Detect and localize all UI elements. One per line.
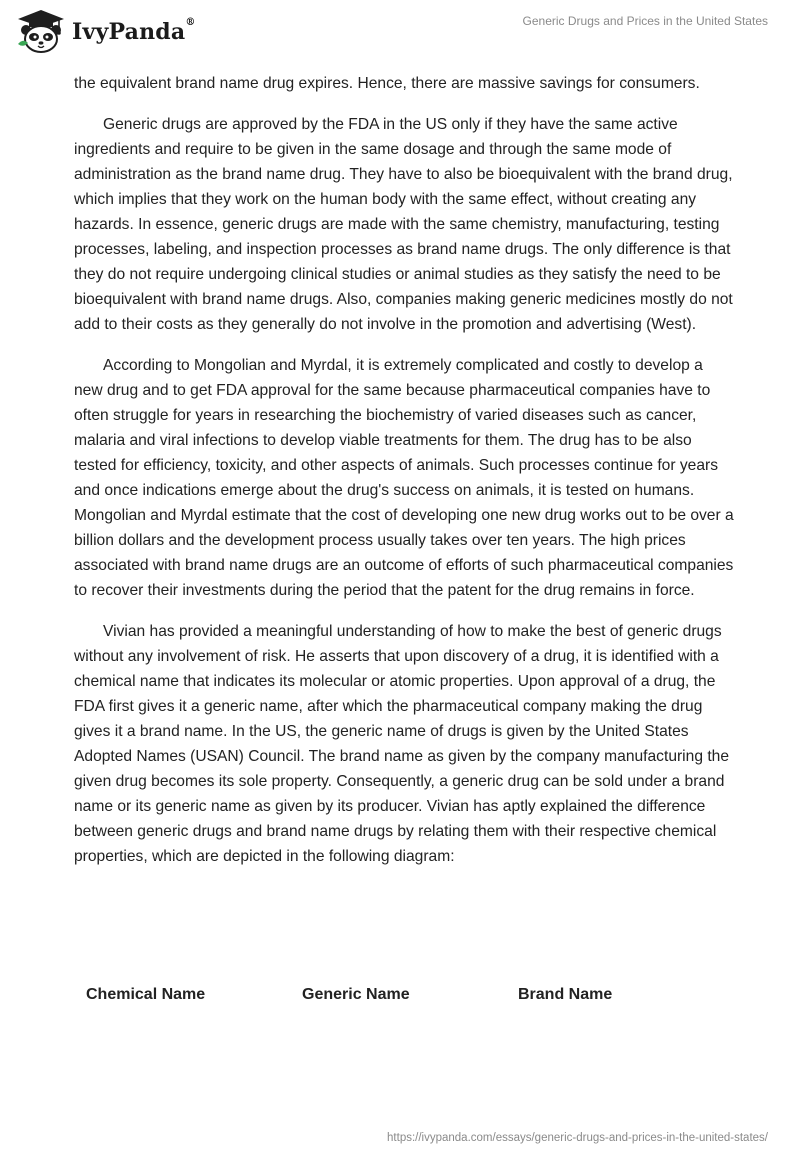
page-header [0, 0, 800, 60]
ivypanda-logo[interactable] [14, 8, 196, 54]
paragraph: Generic drugs are approved by the FDA in the US only if they have the same active ingredients and require to be given in the same dosage and through the same mode of administration as the brand name drug. They have to also be bioequivalent with the brand drug, which implies that they work on the human body with the same effect, without creating any hazards. In essence, generic drugs are made with the same chemistry, manufacturing, testing processes, labeling, and inspection processes as brand name drugs. The only difference is that they do not require undergoing clinical studies or animal studies as they satisfy the need to be bioequivalent with brand name drugs. Also, companies making generic medicines mostly do not add to their costs as they generally do not involve in the promotion and advertising (West). [74, 116, 733, 333]
paragraph: the equivalent brand name drug expires. Hence, there are massive savings for consumers. [74, 75, 700, 92]
diagram-label-chemical-name: Chemical Name [86, 986, 206, 1003]
logo-wordmark: IvyPanda® [72, 17, 196, 45]
source-url[interactable]: https://ivypanda.com/essays/generic-drugs-and-prices-in-the-united-states/ [387, 1132, 768, 1144]
registered-mark: ® [185, 17, 196, 28]
essay-body [74, 71, 734, 885]
running-title: Generic Drugs and Prices in the United States [522, 14, 768, 28]
panda-graduate-icon [14, 8, 68, 54]
paragraph: Vivian has provided a meaningful understanding of how to make the best of generic drugs without any involvement of risk. He asserts that upon discovery of a drug, it is identified with a chemical name that indicates its molecular or atomic properties. Upon approval of a drug, the FDA first gives it a generic name, after which the pharmaceutical company making the drug gives it a brand name. In the US, the generic name of drugs is given by the United States Adopted Names (USAN) Council. The brand name as given by the company manufacturing the given drug becomes its sole property. Consequently, a generic drug can be sold under a brand name or its generic name as given by its producer. Vivian has aptly explained the difference between generic drugs and brand name drugs by relating them with their respective chemical properties, which are depicted in the following diagram: [74, 623, 729, 865]
diagram-label-generic-name: Generic Name [302, 986, 410, 1003]
diagram-labels [86, 986, 726, 1008]
diagram-label-brand-name: Brand Name [518, 986, 613, 1003]
paragraph: According to Mongolian and Myrdal, it is extremely complicated and costly to develop a new drug and to get FDA approval for the same because pharmaceutical companies have to often struggle for years in researching the biochemistry of varied diseases such as cancer, malaria and viral infections to develop viable treatments for them. The drug has to be also tested for efficiency, toxicity, and other aspects of animals. Such processes continue for years and once indications emerge about the drug's success on animals, it is tested on humans. Mongolian and Myrdal estimate that the cost of developing one new drug works out to be over a billion dollars and the development process usually takes over ten years. The high prices associated with brand name drugs are an outcome of efforts of such pharmaceutical companies to recover their investments during the period that the patent for the drug remains in force. [74, 357, 734, 599]
